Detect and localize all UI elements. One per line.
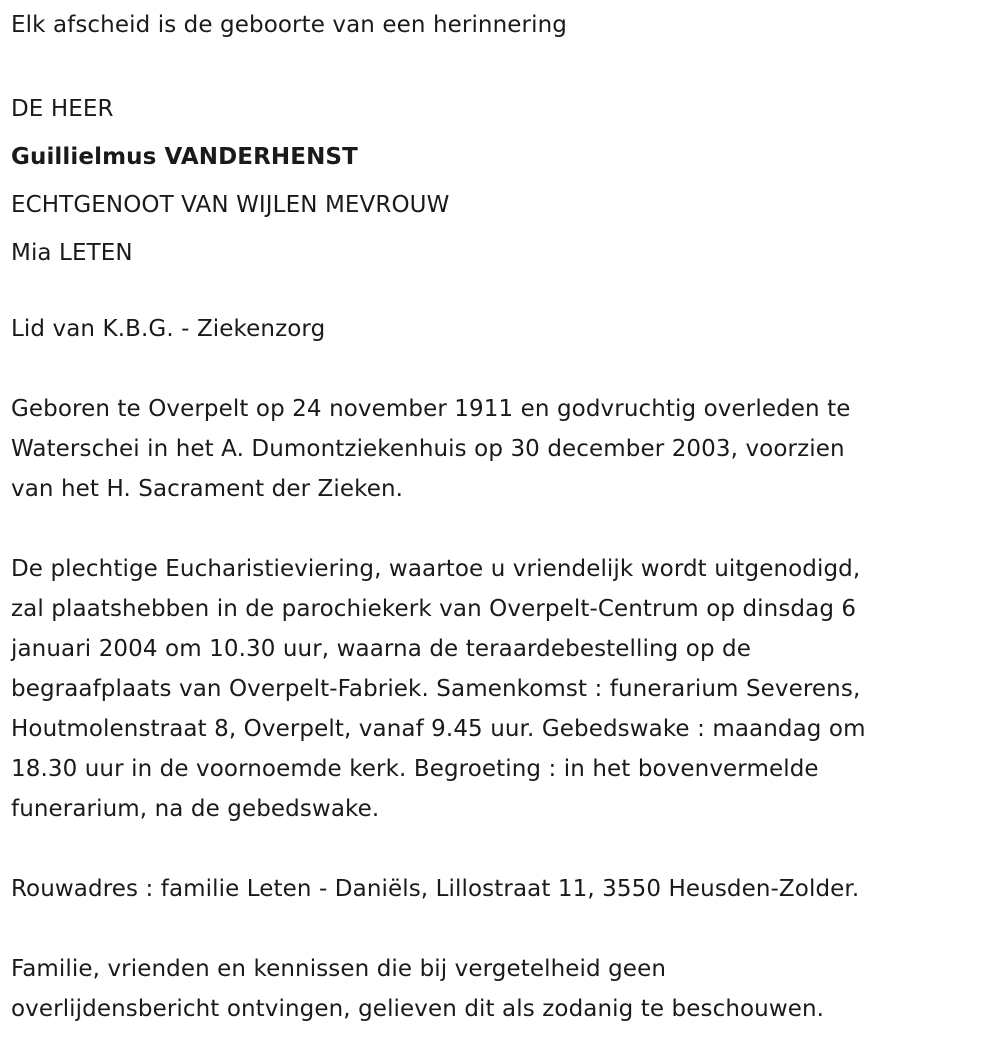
paragraph-line: zal plaatshebben in de parochiekerk van Overpelt-Centrum op dinsdag 6 [11, 596, 857, 622]
membership-line: Lid van K.B.G. - Ziekenzorg [11, 316, 326, 342]
paragraph-line: begraafplaats van Overpelt-Fabriek. Samenkomst : funerarium Severens, [11, 676, 861, 702]
relation-text: ECHTGENOOT VAN WIJLEN MEVROUW [11, 192, 450, 218]
deceased-header [11, 85, 449, 277]
mourning-address: Rouwadres : familie Leten - Daniëls, Lillostraat 11, 3550 Heusden-Zolder. [11, 876, 860, 902]
motto-line: Elk afscheid is de geboorte van een herinnering [11, 12, 567, 38]
paragraph-line: Geboren te Overpelt op 24 november 1911 en godvruchtig overleden te [11, 396, 851, 422]
address-paragraph [11, 869, 996, 909]
paragraph-line: overlijdensbericht ontvingen, gelieven dit als zodanig te beschouwen. [11, 996, 825, 1022]
birth-death-paragraph [11, 389, 996, 509]
paragraph-line: De plechtige Eucharistieviering, waartoe u vriendelijk wordt uitgenodigd, [11, 556, 861, 582]
spouse-name: Mia LETEN [11, 240, 133, 266]
paragraph-line: funerarium, na de gebedswake. [11, 796, 380, 822]
paragraph-line: van het H. Sacrament der Zieken. [11, 476, 404, 502]
closing-paragraph [11, 949, 996, 1029]
paragraph-line: Houtmolenstraat 8, Overpelt, vanaf 9.45 uur. Gebedswake : maandag om [11, 716, 866, 742]
honorific-title: DE HEER [11, 96, 114, 122]
paragraph-line: januari 2004 om 10.30 uur, waarna de teraardebestelling op de [11, 636, 752, 662]
paragraph-line: 18.30 uur in de voornoemde kerk. Begroeting : in het bovenvermelde [11, 756, 819, 782]
ceremony-paragraph [11, 549, 996, 829]
paragraph-line: Waterschei in het A. Dumontziekenhuis op 30 december 2003, voorzien [11, 436, 845, 462]
paragraph-line: Familie, vrienden en kennissen die bij vergetelheid geen [11, 956, 666, 982]
deceased-name: Guillielmus VANDERHENST [11, 144, 358, 170]
